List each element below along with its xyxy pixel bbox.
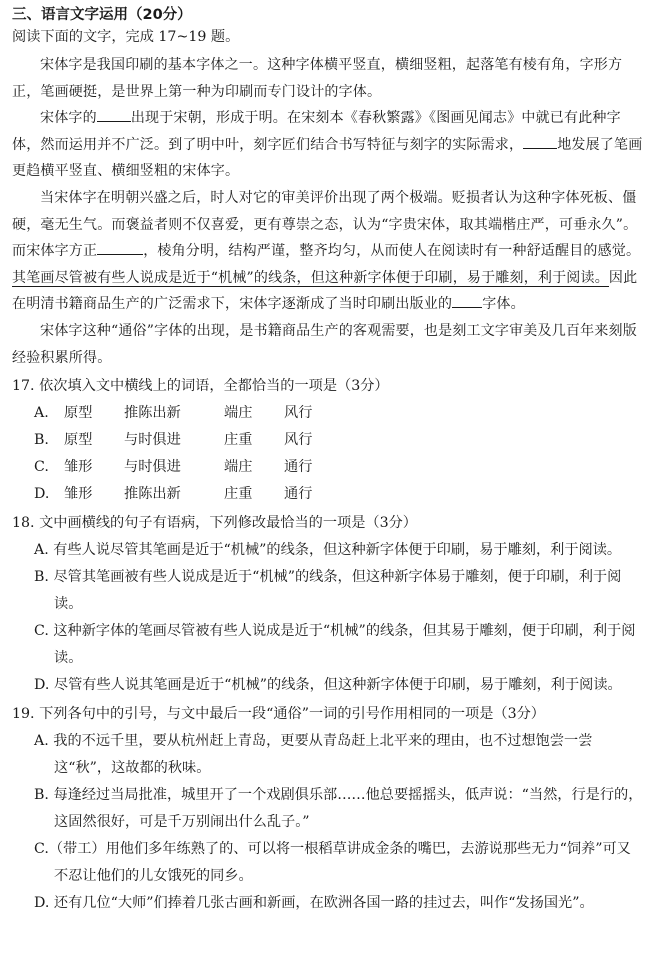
option-word-3: 庄重 bbox=[224, 486, 253, 503]
instruction: 阅读下面的文字，完成 17~19 题。 bbox=[12, 29, 240, 45]
option-word-1: 雏形 bbox=[64, 459, 93, 476]
p2-text-b: 出现于宋朝，形成于明。在宋刻本《春秋繁露》《图画见闻志》中就已有此种字体，然而运用并不广泛。到了明中叶，刻字匠们结合书写特征与刻字的实际需求， bbox=[12, 110, 621, 153]
q17-option-c[interactable] bbox=[34, 454, 645, 481]
option-word-3: 庄重 bbox=[224, 432, 253, 449]
q17-stem: 17. 依次填入文中横线上的词语，全都恰当的一项是（3分） bbox=[12, 378, 389, 395]
p2-text-a: 宋体字的 bbox=[40, 110, 97, 127]
q18-option-d[interactable]: D. 尽管有些人说其笔画是近于“机械”的线条，但这种新字体便于印刷，易于雕刻，利于阅读。 bbox=[34, 677, 622, 694]
option-word-1: 原型 bbox=[64, 432, 93, 449]
p3-text-b: ，棱角分明，结构严谨，整齐均匀，从而使人在阅读时有一种舒适醒目的感觉。 bbox=[143, 243, 641, 260]
reading-passage bbox=[12, 52, 645, 371]
option-label: C. bbox=[34, 459, 49, 476]
option-word-1: 雏形 bbox=[64, 486, 93, 503]
option-word-4: 风行 bbox=[284, 405, 313, 422]
section-title: 三、语言文字运用（20分） bbox=[12, 7, 192, 23]
passage-paragraph-3 bbox=[12, 185, 645, 318]
passage-paragraph-1: 宋体字是我国印刷的基本字体之一。这种字体横平竖直，横细竖粗，起落笔有棱有角，字形方正，笔画硬挺，是世界上第一种为印刷而专门设计的字体。 bbox=[12, 57, 623, 100]
q19-option-c[interactable]: C.（带工）用他们多年练熟了的、可以将一根稻草讲成金条的嘴巴，去游说那些无力“饲养”可又不忍让他们的儿女饿死的同乡。 bbox=[34, 841, 631, 885]
blank-3 bbox=[97, 240, 143, 255]
option-word-3: 端庄 bbox=[224, 459, 253, 476]
option-word-4: 风行 bbox=[284, 432, 313, 449]
question-17 bbox=[12, 373, 645, 508]
q18-option-a[interactable]: A. 有些人说尽管其笔画是近于“机械”的线条，但这种新字体便于印刷，易于雕刻，利于阅读。 bbox=[34, 542, 622, 559]
p3-text-c: 因此在明清书籍商品生产的广泛需求下，宋体字逐渐成了当时印刷出版业的 bbox=[12, 269, 638, 313]
q19-option-b[interactable]: B. 每逢经过当局批准，城里开了一个戏剧俱乐部……他总要摇摇头，低声说：“当然，行是行的，这固然很好，可是千万别闹出什么乱子。” bbox=[34, 787, 643, 831]
option-label: D. bbox=[34, 486, 50, 503]
option-word-4: 通行 bbox=[284, 486, 313, 503]
option-word-2: 推陈出新 bbox=[124, 486, 181, 503]
p3-text-a: 当宋体字在明朝兴盛之后，时人对它的审美评价出现了两个极端。贬损者认为这种字体死板、僵硬，毫无生气。而褒益者则不仅喜爱，更有尊崇之态，认为“字贵宋体，取其端楷庄严，可垂永久”。而宋体字方正 bbox=[12, 189, 638, 260]
question-18 bbox=[12, 510, 645, 699]
p3-text-d: 字体。 bbox=[482, 296, 525, 313]
option-label: A. bbox=[34, 405, 49, 422]
q17-option-b[interactable] bbox=[34, 427, 645, 454]
q19-option-a[interactable]: A. 我的不远千里，要从杭州赶上青岛，更要从青岛赶上北平来的理由，也不过想饱尝一尝这“秋”，这故都的秋味。 bbox=[34, 733, 593, 777]
q18-option-b[interactable]: B. 尽管其笔画被有些人说成是近于“机械”的线条，但这种新字体易于雕刻，便于印刷，利于阅读。 bbox=[34, 569, 622, 613]
option-word-1: 原型 bbox=[64, 405, 93, 422]
q18-option-c[interactable]: C. 这种新字体的笔画尽管被有些人说成是近于“机械”的线条，但其易于雕刻，便于印刷，利于阅读。 bbox=[34, 623, 636, 667]
passage-paragraph-2 bbox=[12, 105, 645, 185]
question-19 bbox=[12, 701, 645, 917]
option-word-2: 与时俱进 bbox=[124, 459, 181, 476]
q19-option-d[interactable]: D. 还有几位“大师”们捧着几张古画和新画，在欧洲各国一路的挂过去，叫作“发扬国光”。 bbox=[34, 895, 594, 912]
blank-4 bbox=[452, 293, 482, 308]
p2-text-c: 地发展了笔画更趋横平竖直、横细竖粗的宋体字。 bbox=[12, 136, 643, 180]
option-word-2: 推陈出新 bbox=[124, 405, 181, 422]
blank-2 bbox=[523, 134, 557, 149]
option-word-3: 端庄 bbox=[224, 405, 253, 422]
q18-stem: 18. 文中画横线的句子有语病，下列修改最恰当的一项是（3分） bbox=[12, 515, 417, 532]
option-word-4: 通行 bbox=[284, 459, 313, 476]
blank-1 bbox=[97, 107, 131, 122]
q17-option-a[interactable] bbox=[34, 400, 645, 427]
option-word-2: 与时俱进 bbox=[124, 432, 181, 449]
q19-stem: 19. 下列各句中的引号，与文中最后一段“通俗”一词的引号作用相同的一项是（3分） bbox=[12, 706, 545, 723]
option-label: B. bbox=[34, 432, 49, 449]
underlined-sentence: 其笔画尽管被有些人说成是近于“机械”的线条，但这种新字体便于印刷，易于雕刻，利于阅读。 bbox=[12, 269, 609, 286]
q17-option-d[interactable] bbox=[34, 481, 645, 508]
passage-paragraph-4: 宋体字这种“通俗”字体的出现，是书籍商品生产的客观需要，也是刻工文字审美及几百年来刻版经验积累所得。 bbox=[12, 322, 637, 366]
